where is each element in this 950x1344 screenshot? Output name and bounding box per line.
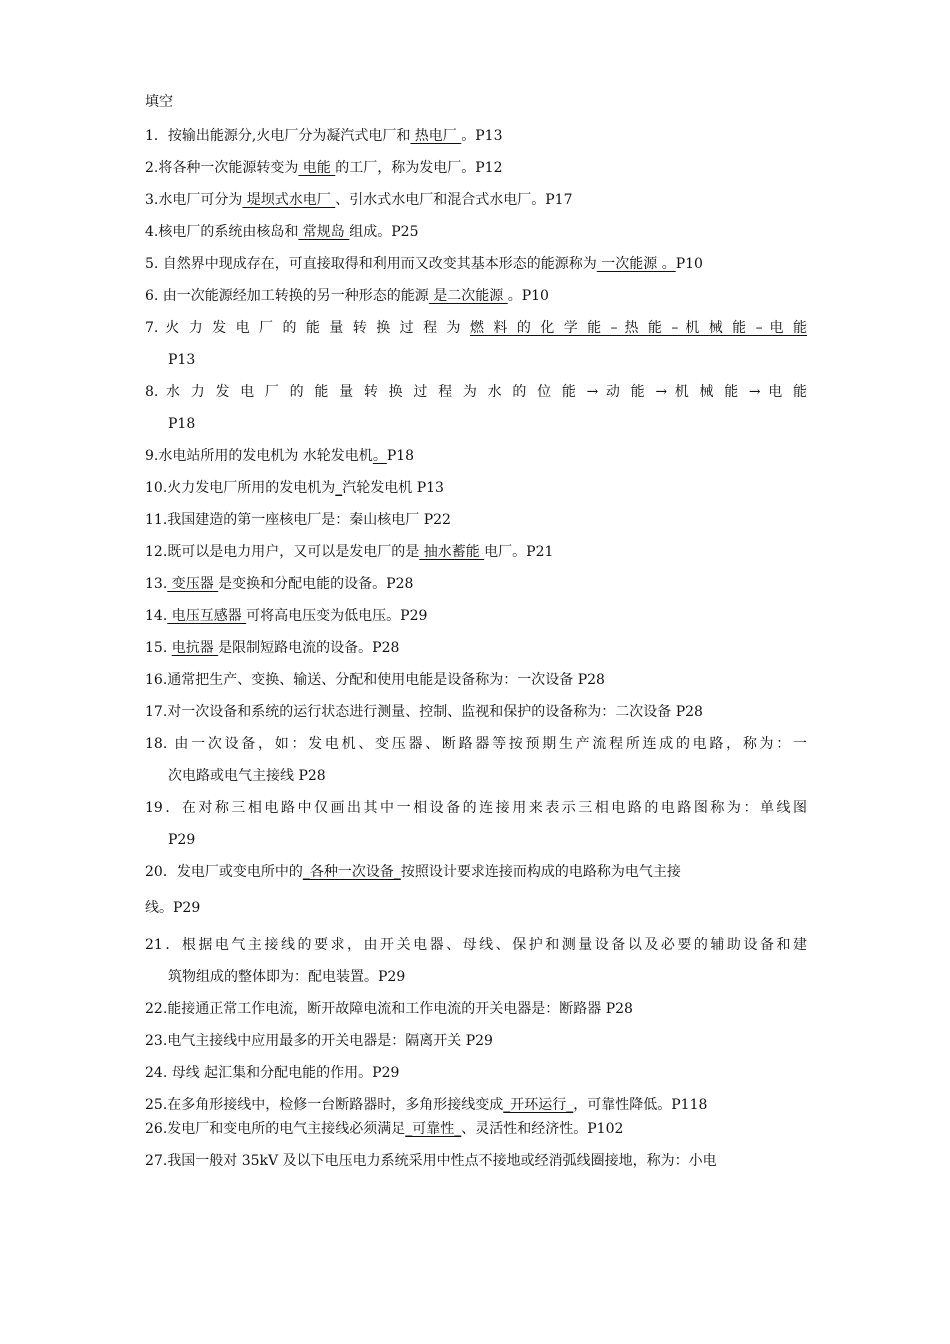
- question-text: 。P10: [507, 288, 549, 304]
- question-text: 。P13: [461, 128, 503, 144]
- answer-text: 常规岛: [298, 224, 350, 240]
- question-text: 组成。P25: [349, 224, 419, 240]
- question-text: 17.对一次设备和系统的运行状态进行测量、控制、监视和保护的设备称为：二次设备 P28: [145, 704, 703, 720]
- question-text: 23.电气主接线中应用最多的开关电器是：隔离开关 P29: [145, 1033, 493, 1049]
- question-text: 14.: [145, 608, 168, 624]
- section-heading: 填空: [145, 94, 173, 110]
- question-line: [145, 1151, 807, 1171]
- question-line: [145, 222, 807, 242]
- question-line: [145, 254, 807, 274]
- question-text: 是变换和分配电能的设备。P28: [218, 576, 414, 592]
- answer-text: 堤坝式水电厂: [242, 192, 336, 208]
- question-text: P10: [675, 256, 703, 272]
- question-line: [145, 999, 807, 1019]
- question-text: 筑物组成的整体即为：配电装置。P29: [168, 969, 406, 985]
- question-text: 2.将各种一次能源转变为: [145, 160, 299, 176]
- question-line: [145, 542, 807, 562]
- question-line: [145, 478, 807, 498]
- question-text: 20．发电厂或变电所中的: [145, 864, 303, 880]
- question-line: [145, 935, 807, 955]
- answer-text: 电能: [298, 160, 336, 176]
- question-line: [145, 510, 807, 530]
- question-line: [145, 702, 807, 722]
- answer-text: 抽水蓄能: [419, 544, 485, 560]
- question-text: 6. 由一次能源经加工转换的另一种形态的能源: [145, 288, 429, 304]
- question-line: [145, 898, 807, 918]
- question-line: [145, 574, 807, 594]
- question-line: [145, 158, 807, 178]
- question-text: ，可靠性降低。P118: [573, 1097, 708, 1113]
- question-text: 是限制短路电流的设备。P28: [218, 640, 400, 656]
- question-line: [145, 1031, 807, 1051]
- question-line: [168, 414, 807, 434]
- question-line: [145, 286, 807, 306]
- question-text: 、灵活性和经济性。P102: [461, 1121, 624, 1137]
- question-line: [168, 830, 807, 850]
- question-text: 9.水电站所用的发电机为 水轮发电机: [145, 448, 373, 464]
- question-text: 次电路或电气主接线 P28: [168, 768, 326, 784]
- question-line: [145, 638, 807, 658]
- question-text: 电厂。P21: [484, 544, 554, 560]
- question-text: 27.我国一般对 35kV 及以下电压电力系统采用中性点不接地或经消弧线圈接地，称为：小电: [145, 1153, 717, 1169]
- answer-text: 是二次能源: [428, 288, 508, 304]
- question-line: [145, 606, 807, 626]
- answer-text: _: [335, 480, 343, 496]
- question-line: [145, 126, 807, 146]
- question-text: 26.发电厂和变电所的电气主接线必须满足: [145, 1121, 406, 1137]
- question-line: [145, 1063, 807, 1083]
- question-text: 13.: [145, 576, 168, 592]
- question-line: [145, 1119, 807, 1139]
- answer-text: 燃 料 的 化 学 能 – 热 能 – 机 械 能 – 电 能: [469, 320, 807, 336]
- question-text: 25.在多角形接线中，检修一台断路器时，多角形接线变成: [145, 1097, 504, 1113]
- question-line: [145, 382, 807, 402]
- question-text: 4.核电厂的系统由核岛和: [145, 224, 299, 240]
- question-text: 18. 由一次设备，如：发电机、变压器、断路器等按预期生产流程所连成的电路，称为：一: [145, 736, 807, 752]
- question-text: 3.水电厂可分为: [145, 192, 243, 208]
- answer-text: _各种一次设备_: [302, 864, 401, 880]
- answer-text: _开环运行_: [503, 1097, 574, 1113]
- question-text: P13: [168, 352, 196, 368]
- question-text: 12.既可以是电力用户，又可以是发电厂的是: [145, 544, 420, 560]
- answer-text: 电抗器: [171, 640, 219, 656]
- question-line: [145, 734, 807, 754]
- question-text: 16.通常把生产、变换、输送、分配和使用电能是设备称为：一次设备 P28: [145, 672, 605, 688]
- question-line: [145, 318, 807, 338]
- answer-text: 电压互感器: [167, 608, 247, 624]
- question-text: 19．在对称三相电路中仅画出其中一相设备的连接用来表示三相电路的电路图称为：单线图: [145, 800, 807, 816]
- answer-text: 一次能源 。: [596, 256, 676, 272]
- question-line: [145, 670, 807, 690]
- answer-text: 变压器: [167, 576, 219, 592]
- answer-text: 。: [372, 448, 387, 464]
- question-text: 24. 母线 起汇集和分配电能的作用。P29: [145, 1065, 400, 1081]
- question-text: 15.: [145, 640, 172, 656]
- question-text: 1．按输出能源分,火电厂分为凝汽式电厂和: [145, 128, 411, 144]
- question-line: [145, 446, 807, 466]
- question-line: [168, 766, 807, 786]
- answer-text: 热电厂: [410, 128, 462, 144]
- question-text: 21．根据电气主接线的要求，由开关电器、母线、保护和测量设备以及必要的辅助设备和建: [145, 937, 807, 953]
- question-line: [145, 190, 807, 210]
- question-text: P18: [168, 416, 196, 432]
- answer-text: _可靠性_: [405, 1121, 462, 1137]
- question-text: 、引水式水电厂和混合式水电厂。P17: [335, 192, 573, 208]
- question-text: 22.能接通正常工作电流，断开故障电流和工作电流的开关电器是：断路器 P28: [145, 1001, 633, 1017]
- question-text: P18: [386, 448, 415, 464]
- question-text: 的工厂，称为发电厂。P12: [335, 160, 503, 176]
- question-text: 11.我国建造的第一座核电厂是：秦山核电厂 P22: [145, 512, 451, 528]
- question-text: 可将高电压变为低电压。P29: [246, 608, 428, 624]
- question-text: 5. 自然界中现成存在，可直接取得和利用而又改变其基本形态的能源称为: [145, 256, 597, 272]
- question-line: [168, 350, 807, 370]
- question-text: 8. 水 力 发 电 厂 的 能 量 转 换 过 程 为 水 的 位 能 → 动 能 → 机 械 能 → 电 能: [145, 384, 807, 400]
- question-text: 汽轮发电机 P13: [342, 480, 444, 496]
- question-text: 7. 火 力 发 电 厂 的 能 量 转 换 过 程 为: [145, 320, 470, 336]
- question-line: [168, 967, 807, 987]
- question-line: [145, 1095, 807, 1115]
- question-text: P29: [168, 832, 196, 848]
- question-text: 10.火力发电厂所用的发电机为: [145, 480, 336, 496]
- question-line: [145, 862, 807, 882]
- question-line: [145, 798, 807, 818]
- question-text: 按照设计要求连接而构成的电路称为电气主接: [400, 864, 681, 880]
- question-text: 线。P29: [145, 900, 201, 916]
